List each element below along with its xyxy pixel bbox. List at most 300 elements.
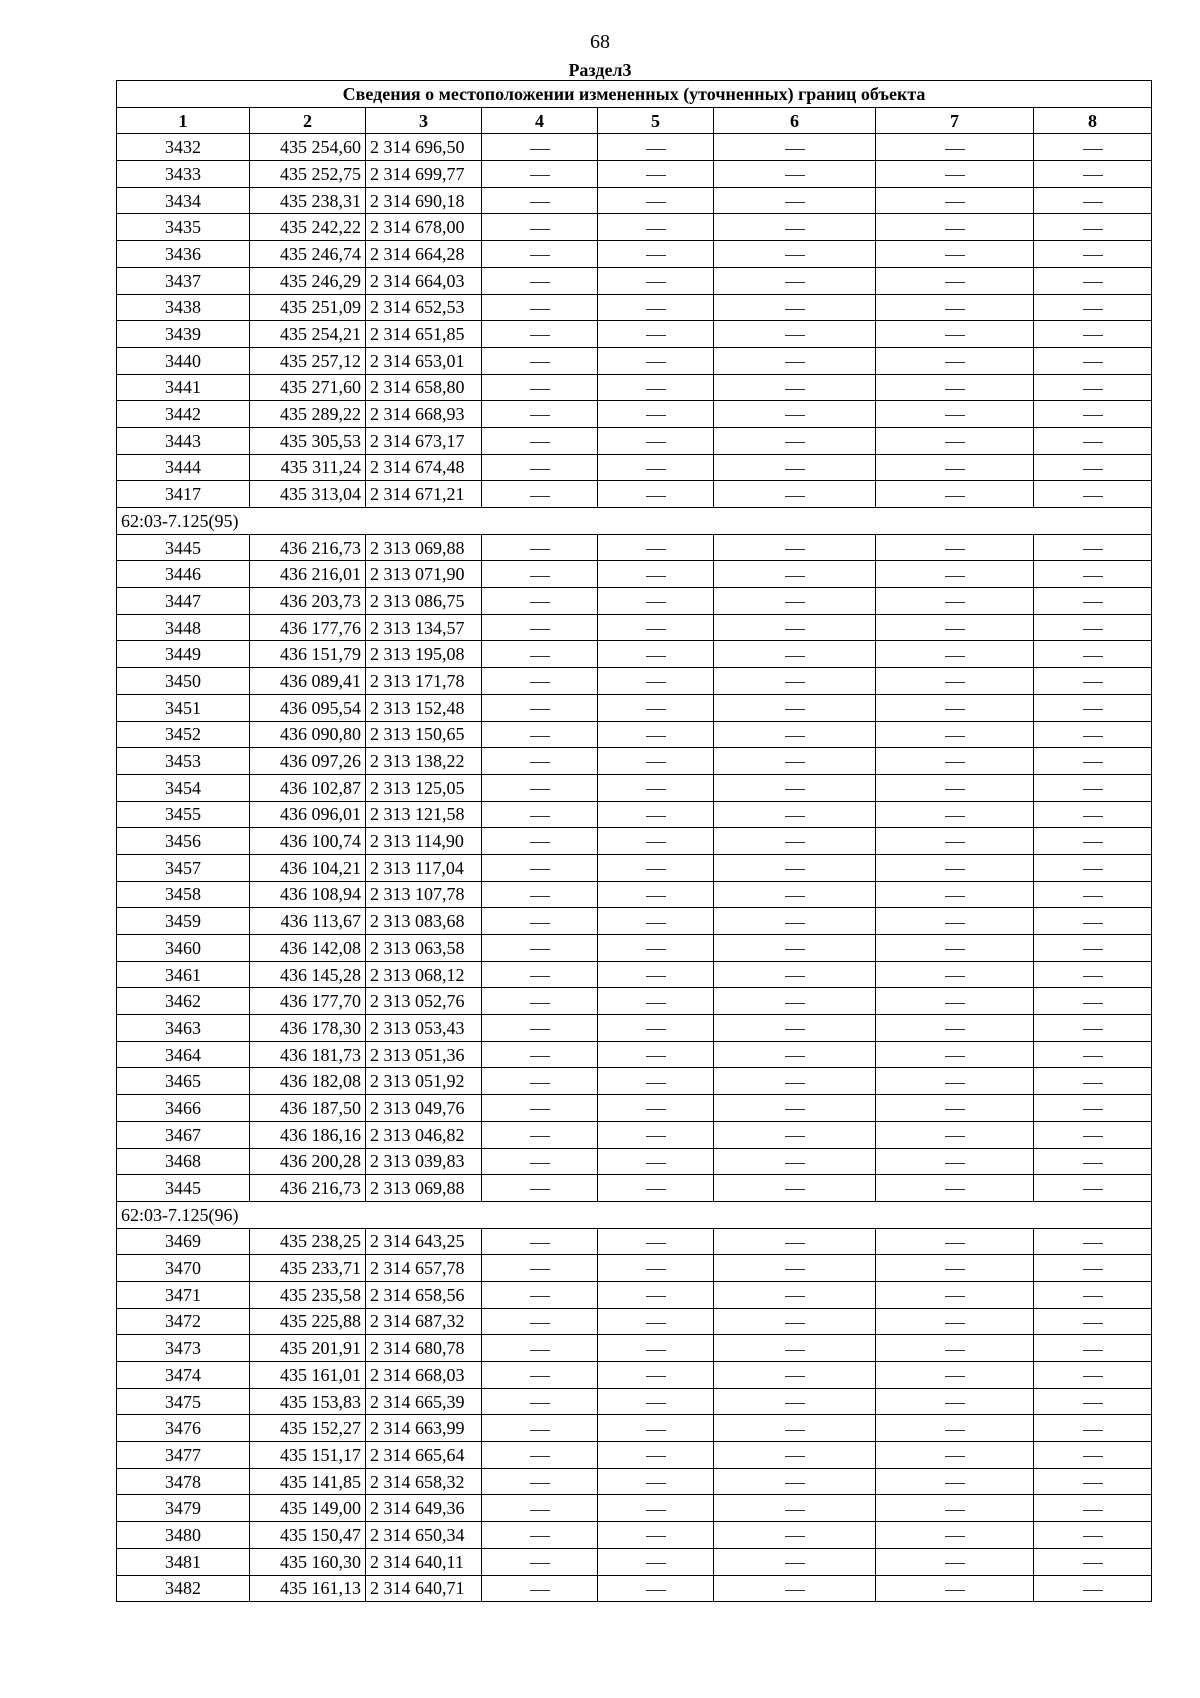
column-header: 5 [598,107,714,134]
dash-mark [1083,869,1103,870]
dash-mark [945,415,965,416]
dash-mark [1083,1056,1103,1057]
table-row [117,321,1152,348]
y-coordinate-cell: 2 313 052,76 [366,988,482,1015]
table-row [117,1468,1152,1495]
dash-mark [945,576,965,577]
dash-mark [530,629,550,630]
y-coordinate-cell: 2 313 121,58 [366,801,482,828]
empty-cell [1034,1175,1152,1202]
dash-mark [945,309,965,310]
x-coordinate-cell: 435 150,47 [250,1522,366,1549]
empty-cell [598,1415,714,1442]
y-coordinate-cell: 2 314 690,18 [366,187,482,214]
dash-mark [646,1323,666,1324]
empty-cell [876,828,1034,855]
empty-cell [714,1175,876,1202]
table-row [117,161,1152,188]
dash-mark [646,762,666,763]
point-number-cell: 3454 [117,774,250,801]
x-coordinate-cell: 435 254,60 [250,134,366,161]
empty-cell [714,561,876,588]
point-number-cell: 3445 [117,534,250,561]
dash-mark [785,442,805,443]
x-coordinate-cell: 436 181,73 [250,1041,366,1068]
column-header: 2 [250,107,366,134]
empty-cell [1034,534,1152,561]
dash-mark [785,1136,805,1137]
dash-mark [1083,1323,1103,1324]
dash-mark [945,923,965,924]
empty-cell [598,668,714,695]
point-number-cell: 3438 [117,294,250,321]
empty-cell [482,241,598,268]
dash-mark [530,842,550,843]
y-coordinate-cell: 2 313 138,22 [366,748,482,775]
dash-mark [945,949,965,950]
empty-cell [482,1228,598,1255]
point-number-cell: 3458 [117,881,250,908]
dash-mark [785,1563,805,1564]
empty-cell [714,187,876,214]
point-number-cell: 3417 [117,481,250,508]
dash-mark [945,469,965,470]
dash-mark [945,1323,965,1324]
point-number-cell: 3437 [117,267,250,294]
table-row [117,828,1152,855]
empty-cell [482,774,598,801]
empty-cell [482,588,598,615]
dash-mark [945,1083,965,1084]
point-number-cell: 3450 [117,668,250,695]
column-header-row [117,107,1152,134]
point-number-cell: 3477 [117,1442,250,1469]
empty-cell [1034,935,1152,962]
dash-mark [1083,949,1103,950]
dash-mark [530,736,550,737]
dash-mark [1083,816,1103,817]
dash-mark [785,789,805,790]
dash-mark [785,1296,805,1297]
empty-cell [482,1175,598,1202]
dash-mark [785,842,805,843]
x-coordinate-cell: 436 177,76 [250,614,366,641]
table-row [117,988,1152,1015]
point-number-cell: 3474 [117,1362,250,1389]
x-coordinate-cell: 435 254,21 [250,321,366,348]
x-coordinate-cell: 435 161,13 [250,1575,366,1602]
dash-mark [785,309,805,310]
dash-mark [1083,415,1103,416]
x-coordinate-cell: 436 102,87 [250,774,366,801]
point-number-cell: 3444 [117,454,250,481]
dash-mark [646,1376,666,1377]
empty-cell [1034,668,1152,695]
dash-mark [785,229,805,230]
dash-mark [1083,1003,1103,1004]
empty-cell [876,427,1034,454]
dash-mark [530,282,550,283]
point-number-cell: 3459 [117,908,250,935]
empty-cell [714,1388,876,1415]
empty-cell [1034,694,1152,721]
x-coordinate-cell: 436 186,16 [250,1121,366,1148]
empty-cell [714,1095,876,1122]
dash-mark [646,1510,666,1511]
empty-cell [714,1362,876,1389]
dash-mark [785,1029,805,1030]
empty-cell [714,1495,876,1522]
dash-mark [646,1350,666,1351]
empty-cell [1034,241,1152,268]
empty-cell [598,187,714,214]
table-row [117,1148,1152,1175]
empty-cell [714,1522,876,1549]
table-row [117,561,1152,588]
empty-cell [876,294,1034,321]
empty-cell [876,1068,1034,1095]
empty-cell [876,1468,1034,1495]
dash-mark [530,1029,550,1030]
empty-cell [482,561,598,588]
dash-mark [945,1243,965,1244]
point-number-cell: 3479 [117,1495,250,1522]
empty-cell [876,1281,1034,1308]
x-coordinate-cell: 435 141,85 [250,1468,366,1495]
empty-cell [598,748,714,775]
group-label: 62:03-7.125(95) [117,508,1152,535]
point-number-cell: 3455 [117,801,250,828]
dash-mark [646,415,666,416]
dash-mark [530,415,550,416]
empty-cell [598,321,714,348]
dash-mark [530,1536,550,1537]
dash-mark [785,869,805,870]
dash-mark [530,1109,550,1110]
dash-mark [530,949,550,950]
point-number-cell: 3462 [117,988,250,1015]
dash-mark [646,202,666,203]
empty-cell [598,1041,714,1068]
empty-cell [714,988,876,1015]
empty-cell [598,801,714,828]
x-coordinate-cell: 436 108,94 [250,881,366,908]
empty-cell [714,694,876,721]
page-number: 68 [590,31,610,53]
empty-cell [598,1522,714,1549]
dash-mark [945,362,965,363]
empty-cell [876,854,1034,881]
x-coordinate-cell: 435 251,09 [250,294,366,321]
table-row [117,1388,1152,1415]
x-coordinate-cell: 435 238,25 [250,1228,366,1255]
empty-cell [1034,748,1152,775]
column-header: 1 [117,107,250,134]
empty-cell [876,347,1034,374]
dash-mark [646,175,666,176]
dash-mark [530,762,550,763]
empty-cell [482,1148,598,1175]
empty-cell [876,1175,1034,1202]
y-coordinate-cell: 2 314 671,21 [366,481,482,508]
empty-cell [598,427,714,454]
dash-mark [646,1243,666,1244]
x-coordinate-cell: 435 152,27 [250,1415,366,1442]
empty-cell [482,161,598,188]
dash-mark [1083,1376,1103,1377]
empty-cell [876,481,1034,508]
x-coordinate-cell: 435 289,22 [250,401,366,428]
empty-cell [714,668,876,695]
point-number-cell: 3435 [117,214,250,241]
dash-mark [1083,1536,1103,1537]
dash-mark [785,709,805,710]
dash-mark [646,629,666,630]
y-coordinate-cell: 2 313 125,05 [366,774,482,801]
dash-mark [1083,229,1103,230]
dash-mark [945,896,965,897]
empty-cell [598,1175,714,1202]
dash-mark [945,1189,965,1190]
x-coordinate-cell: 436 100,74 [250,828,366,855]
empty-cell [876,561,1034,588]
dash-mark [945,389,965,390]
empty-cell [714,1228,876,1255]
dash-mark [1083,1510,1103,1511]
empty-cell [598,267,714,294]
dash-mark [530,442,550,443]
dash-mark [1083,362,1103,363]
empty-cell [876,1041,1034,1068]
empty-cell [1034,1255,1152,1282]
dash-mark [1083,976,1103,977]
y-coordinate-cell: 2 314 652,53 [366,294,482,321]
empty-cell [482,694,598,721]
dash-mark [1083,629,1103,630]
empty-cell [876,241,1034,268]
empty-cell [714,1442,876,1469]
empty-cell [482,1415,598,1442]
y-coordinate-cell: 2 314 668,03 [366,1362,482,1389]
table-row [117,1041,1152,1068]
dash-mark [646,736,666,737]
dash-mark [785,576,805,577]
empty-cell [598,561,714,588]
dash-mark [785,1510,805,1511]
dash-mark [646,1189,666,1190]
empty-cell [876,881,1034,908]
empty-cell [1034,347,1152,374]
dash-mark [1083,1136,1103,1137]
point-number-cell: 3446 [117,561,250,588]
empty-cell [482,294,598,321]
empty-cell [714,347,876,374]
dash-mark [1083,682,1103,683]
empty-cell [482,427,598,454]
table-row [117,1281,1152,1308]
point-number-cell: 3451 [117,694,250,721]
dash-mark [945,175,965,176]
empty-cell [482,854,598,881]
dash-mark [785,362,805,363]
dash-mark [945,656,965,657]
empty-cell [598,1442,714,1469]
empty-cell [482,534,598,561]
dash-mark [945,1590,965,1591]
empty-cell [714,1308,876,1335]
dash-mark [945,602,965,603]
y-coordinate-cell: 2 313 152,48 [366,694,482,721]
empty-cell [598,1148,714,1175]
x-coordinate-cell: 436 096,01 [250,801,366,828]
dash-mark [1083,576,1103,577]
point-number-cell: 3473 [117,1335,250,1362]
table-row [117,1175,1152,1202]
empty-cell [876,588,1034,615]
dash-mark [945,1350,965,1351]
dash-mark [785,1590,805,1591]
dash-mark [1083,496,1103,497]
dash-mark [646,1003,666,1004]
x-coordinate-cell: 436 097,26 [250,748,366,775]
dash-mark [785,496,805,497]
empty-cell [876,1121,1034,1148]
empty-cell [876,988,1034,1015]
point-number-cell: 3439 [117,321,250,348]
empty-cell [598,214,714,241]
empty-cell [876,1362,1034,1389]
dash-mark [945,869,965,870]
point-number-cell: 3436 [117,241,250,268]
dash-mark [1083,1483,1103,1484]
dash-mark [530,202,550,203]
dash-mark [646,1590,666,1591]
dash-mark [646,1136,666,1137]
point-number-cell: 3457 [117,854,250,881]
empty-cell [482,641,598,668]
dash-mark [1083,255,1103,256]
empty-cell [1034,1148,1152,1175]
empty-cell [598,1468,714,1495]
x-coordinate-cell: 435 161,01 [250,1362,366,1389]
x-coordinate-cell: 435 238,31 [250,187,366,214]
point-number-cell: 3476 [117,1415,250,1442]
dash-mark [945,682,965,683]
dash-mark [530,1403,550,1404]
empty-cell [876,1415,1034,1442]
dash-mark [530,923,550,924]
empty-cell [482,1468,598,1495]
dash-mark [785,1403,805,1404]
table-row [117,1362,1152,1389]
dash-mark [945,1510,965,1511]
empty-cell [1034,614,1152,641]
y-coordinate-cell: 2 314 680,78 [366,1335,482,1362]
dash-mark [785,149,805,150]
empty-cell [714,721,876,748]
dash-mark [785,682,805,683]
x-coordinate-cell: 436 177,70 [250,988,366,1015]
empty-cell [1034,588,1152,615]
empty-cell [482,347,598,374]
y-coordinate-cell: 2 313 051,36 [366,1041,482,1068]
dash-mark [1083,923,1103,924]
empty-cell [876,1522,1034,1549]
point-number-cell: 3442 [117,401,250,428]
empty-cell [1034,1015,1152,1042]
empty-cell [876,1388,1034,1415]
dash-mark [785,1083,805,1084]
point-number-cell: 3482 [117,1575,250,1602]
y-coordinate-cell: 2 314 653,01 [366,347,482,374]
y-coordinate-cell: 2 313 049,76 [366,1095,482,1122]
dash-mark [1083,1109,1103,1110]
dash-mark [646,229,666,230]
y-coordinate-cell: 2 314 696,50 [366,134,482,161]
point-number-cell: 3453 [117,748,250,775]
empty-cell [482,881,598,908]
table-row [117,347,1152,374]
dash-mark [1083,656,1103,657]
dash-mark [530,496,550,497]
dash-mark [945,1403,965,1404]
dash-mark [945,1029,965,1030]
empty-cell [1034,454,1152,481]
x-coordinate-cell: 435 149,00 [250,1495,366,1522]
dash-mark [646,1430,666,1431]
dash-mark [646,1109,666,1110]
empty-cell [482,401,598,428]
y-coordinate-cell: 2 313 063,58 [366,935,482,962]
point-number-cell: 3461 [117,961,250,988]
dash-mark [646,1296,666,1297]
dash-mark [530,1189,550,1190]
dash-mark [945,762,965,763]
table-row [117,774,1152,801]
empty-cell [1034,641,1152,668]
empty-cell [714,427,876,454]
y-coordinate-cell: 2 313 046,82 [366,1121,482,1148]
x-coordinate-cell: 435 225,88 [250,1308,366,1335]
dash-mark [1083,762,1103,763]
empty-cell [598,774,714,801]
dash-mark [646,1403,666,1404]
dash-mark [530,1483,550,1484]
empty-cell [482,321,598,348]
empty-cell [714,134,876,161]
dash-mark [1083,335,1103,336]
point-number-cell: 3475 [117,1388,250,1415]
table-row [117,1442,1152,1469]
dash-mark [530,1323,550,1324]
dash-mark [530,389,550,390]
dash-mark [646,896,666,897]
empty-cell [714,1335,876,1362]
table-row [117,1121,1152,1148]
dash-mark [530,1243,550,1244]
dash-mark [646,1456,666,1457]
point-number-cell: 3445 [117,1175,250,1202]
empty-cell [1034,774,1152,801]
y-coordinate-cell: 2 313 069,88 [366,1175,482,1202]
dash-mark [945,1456,965,1457]
table-row [117,801,1152,828]
empty-cell [482,267,598,294]
empty-cell [714,641,876,668]
empty-cell [482,1335,598,1362]
empty-cell [598,694,714,721]
dash-mark [1083,1563,1103,1564]
